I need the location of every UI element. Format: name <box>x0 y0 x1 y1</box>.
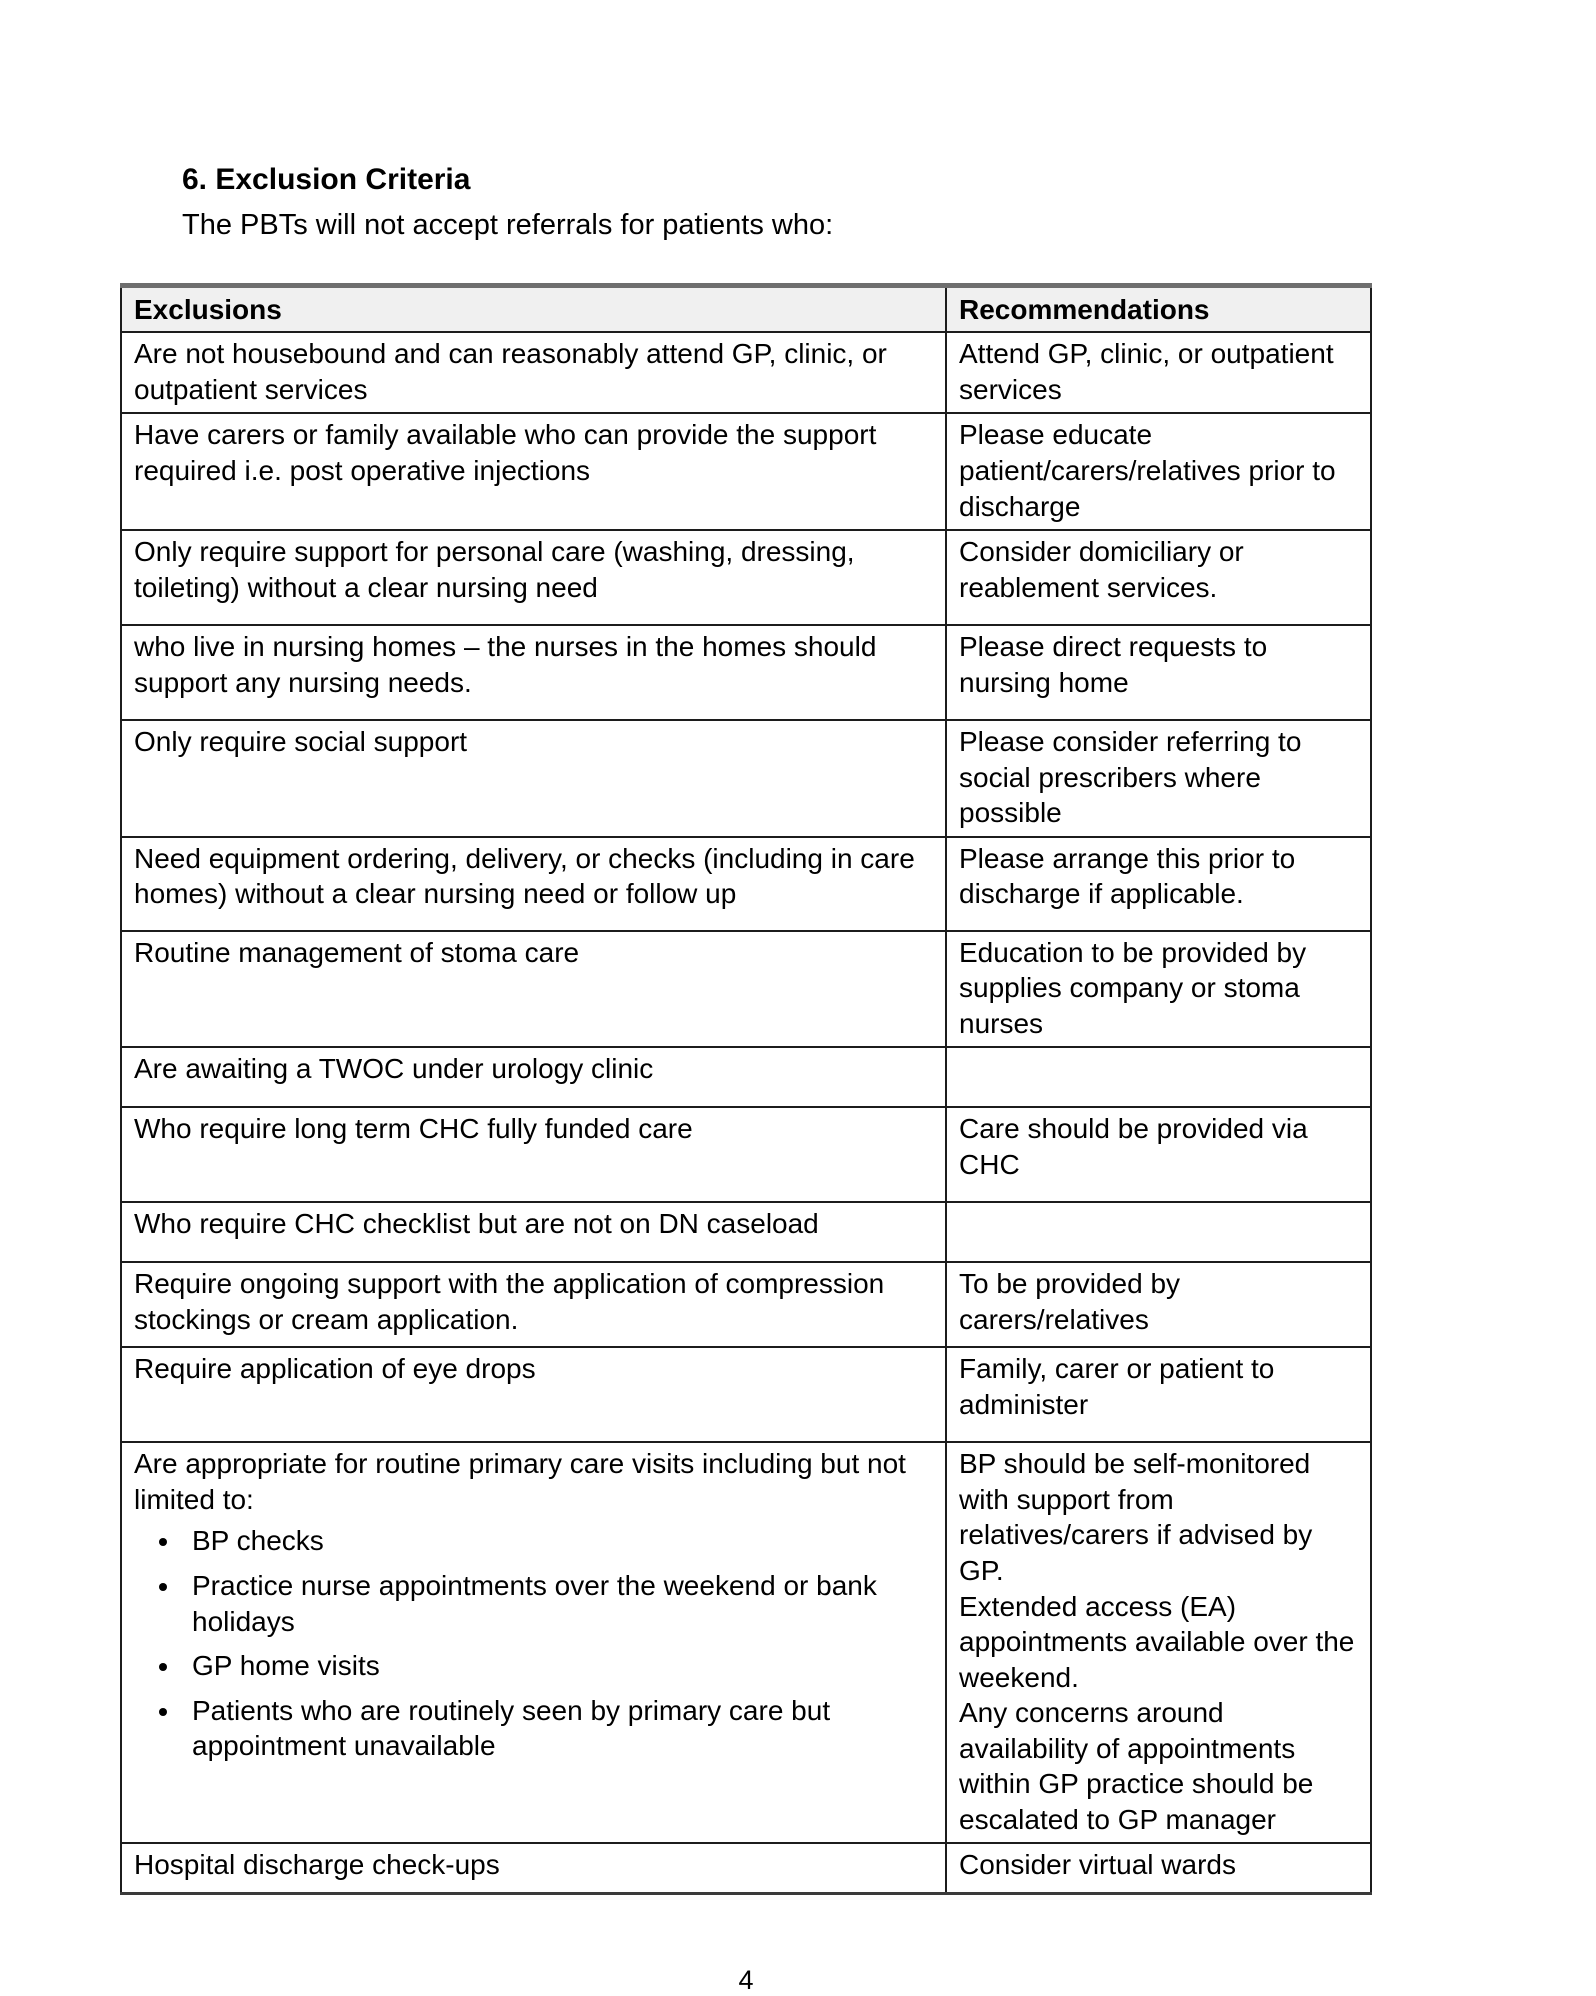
recommendation-cell <box>946 1047 1371 1107</box>
exclusion-cell: Who require long term CHC fully funded care <box>121 1107 946 1202</box>
recommendation-cell: Attend GP, clinic, or outpatient services <box>946 332 1371 413</box>
page-number: 4 <box>738 1964 754 1995</box>
column-header-exclusions: Exclusions <box>121 285 946 332</box>
table-header-row <box>121 285 1371 332</box>
recommendation-cell: Please consider referring to social prescribers where possible <box>946 720 1371 837</box>
table-row <box>121 413 1371 530</box>
recommendation-cell: Please educate patient/carers/relatives prior to discharge <box>946 413 1371 530</box>
recommendation-cell: Consider virtual wards <box>946 1843 1371 1893</box>
column-header-recommendations: Recommendations <box>946 285 1371 332</box>
table-row <box>121 1843 1371 1893</box>
exclusion-cell: Only require support for personal care (washing, dressing, toileting) without a clear nursing need <box>121 530 946 625</box>
bullet-item: • GP home visits <box>182 1648 933 1684</box>
exclusion-cell <box>121 1442 946 1843</box>
exclusion-cell: who live in nursing homes – the nurses in the homes should support any nursing needs. <box>121 625 946 720</box>
table-row <box>121 837 1371 931</box>
recommendation-line: Any concerns around availability of appointments within GP practice should be escalated to GP manager <box>959 1697 1314 1835</box>
exclusion-cell: Hospital discharge check-ups <box>121 1843 946 1893</box>
table-row <box>121 1347 1371 1442</box>
exclusion-cell: Who require CHC checklist but are not on DN caseload <box>121 1202 946 1262</box>
table-row <box>121 1442 1371 1843</box>
table-row <box>121 720 1371 837</box>
exclusion-cell: Are awaiting a TWOC under urology clinic <box>121 1047 946 1107</box>
recommendation-cell: Education to be provided by supplies company or stoma nurses <box>946 931 1371 1048</box>
table-row <box>121 1047 1371 1107</box>
exclusion-cell: Require application of eye drops <box>121 1347 946 1442</box>
recommendation-cell: Please arrange this prior to discharge if applicable. <box>946 837 1371 931</box>
exclusions-table <box>120 283 1372 1895</box>
exclusion-intro: Are appropriate for routine primary care visits including but not limited to: <box>134 1448 906 1515</box>
recommendation-cell <box>946 1202 1371 1262</box>
recommendation-line: Extended access (EA) appointments available over the weekend. <box>959 1590 1355 1693</box>
bullet-item: • Patients who are routinely seen by primary care but appointment unavailable <box>182 1693 933 1764</box>
recommendation-cell: To be provided by carers/relatives <box>946 1262 1371 1347</box>
table-row <box>121 625 1371 720</box>
recommendation-cell: Please direct requests to nursing home <box>946 625 1371 720</box>
exclusion-cell: Have carers or family available who can provide the support required i.e. post operative injections <box>121 413 946 530</box>
table-row <box>121 530 1371 625</box>
exclusion-cell: Need equipment ordering, delivery, or checks (including in care homes) without a clear nursing need or follow up <box>121 837 946 931</box>
bullet-item: • Practice nurse appointments over the weekend or bank holidays <box>182 1568 933 1639</box>
exclusion-cell: Only require social support <box>121 720 946 837</box>
recommendation-line: BP should be self-monitored with support from relatives/carers if advised by GP. <box>959 1448 1313 1586</box>
table-row <box>121 931 1371 1048</box>
recommendation-cell <box>946 1442 1371 1843</box>
section-heading: 6. Exclusion Criteria <box>182 163 471 196</box>
exclusion-bullet-list <box>134 1523 933 1763</box>
exclusion-cell: Routine management of stoma care <box>121 931 946 1048</box>
recommendation-cell: Family, carer or patient to administer <box>946 1347 1371 1442</box>
table-row <box>121 1202 1371 1262</box>
intro-text: The PBTs will not accept referrals for patients who: <box>182 209 834 241</box>
table-row <box>121 1262 1371 1347</box>
exclusion-cell: Are not housebound and can reasonably attend GP, clinic, or outpatient services <box>121 332 946 413</box>
bullet-item: • BP checks <box>182 1523 933 1559</box>
recommendation-cell: Consider domiciliary or reablement services. <box>946 530 1371 625</box>
table-row <box>121 1107 1371 1202</box>
table-row <box>121 332 1371 413</box>
recommendation-cell: Care should be provided via CHC <box>946 1107 1371 1202</box>
exclusion-cell: Require ongoing support with the application of compression stockings or cream application. <box>121 1262 946 1347</box>
